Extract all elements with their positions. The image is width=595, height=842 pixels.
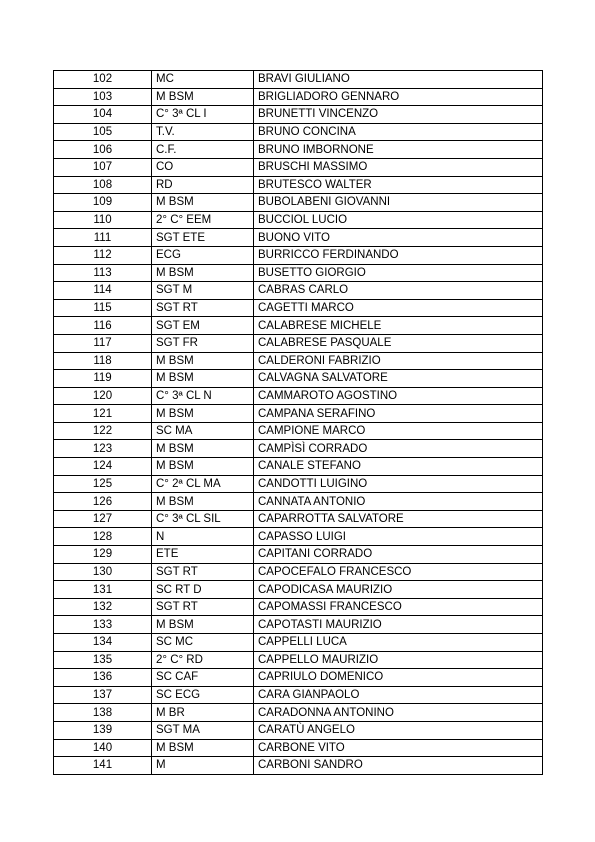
cell-name: BRAVI GIULIANO [254,71,543,89]
roster-table-body [54,71,543,775]
cell-name: BUBOLABENI GIOVANNI [254,194,543,212]
table-row [54,581,543,599]
cell-num: 119 [54,370,152,388]
table-row [54,211,543,229]
cell-rank: M BSM [152,440,254,458]
cell-name: CALVAGNA SALVATORE [254,370,543,388]
table-row [54,616,543,634]
cell-num: 105 [54,123,152,141]
cell-name: CARATÙ ANGELO [254,721,543,739]
table-row [54,370,543,388]
cell-num: 128 [54,528,152,546]
cell-rank: M BSM [152,352,254,370]
cell-rank: M BSM [152,405,254,423]
cell-num: 117 [54,334,152,352]
cell-name: CAPODICASA MAURIZIO [254,581,543,599]
cell-num: 121 [54,405,152,423]
table-row [54,387,543,405]
cell-num: 141 [54,757,152,775]
table-row [54,757,543,775]
table-row [54,141,543,159]
cell-rank: SGT ETE [152,229,254,247]
table-row [54,106,543,124]
cell-rank: C° 3ª CL N [152,387,254,405]
cell-rank: N [152,528,254,546]
cell-rank: 2° C° RD [152,651,254,669]
cell-rank: M BSM [152,194,254,212]
cell-num: 114 [54,282,152,300]
table-row [54,651,543,669]
cell-num: 129 [54,546,152,564]
table-row [54,686,543,704]
cell-rank: C° 3ª CL SIL [152,510,254,528]
cell-num: 122 [54,422,152,440]
table-row [54,563,543,581]
cell-num: 138 [54,704,152,722]
cell-name: CARA GIANPAOLO [254,686,543,704]
cell-rank: CO [152,158,254,176]
cell-name: CAPRIULO DOMENICO [254,669,543,687]
cell-name: CAPITANI CORRADO [254,546,543,564]
cell-rank: C.F. [152,141,254,159]
cell-name: CANNATA ANTONIO [254,493,543,511]
table-row [54,194,543,212]
cell-num: 109 [54,194,152,212]
table-row [54,634,543,652]
cell-name: BRUNO CONCINA [254,123,543,141]
cell-rank: SGT M [152,282,254,300]
cell-rank: RD [152,176,254,194]
cell-num: 137 [54,686,152,704]
cell-rank: M BR [152,704,254,722]
cell-name: BRUSCHI MASSIMO [254,158,543,176]
cell-rank: M BSM [152,370,254,388]
cell-rank: M BSM [152,616,254,634]
cell-rank: M [152,757,254,775]
cell-name: BUCCIOL LUCIO [254,211,543,229]
cell-num: 130 [54,563,152,581]
cell-num: 113 [54,264,152,282]
cell-num: 107 [54,158,152,176]
cell-num: 136 [54,669,152,687]
cell-num: 108 [54,176,152,194]
cell-num: 140 [54,739,152,757]
cell-name: CAPOCEFALO FRANCESCO [254,563,543,581]
cell-name: BRUNO IMBORNONE [254,141,543,159]
table-row [54,739,543,757]
cell-rank: SC RT D [152,581,254,599]
cell-num: 127 [54,510,152,528]
cell-name: CAMMAROTO AGOSTINO [254,387,543,405]
cell-name: CARBONE VITO [254,739,543,757]
table-row [54,282,543,300]
cell-rank: T.V. [152,123,254,141]
cell-num: 123 [54,440,152,458]
cell-name: CARADONNA ANTONINO [254,704,543,722]
cell-rank: C° 2ª CL MA [152,475,254,493]
cell-rank: ETE [152,546,254,564]
cell-name: BRIGLIADORO GENNARO [254,88,543,106]
cell-name: CAPARROTTA SALVATORE [254,510,543,528]
cell-name: CAPASSO LUIGI [254,528,543,546]
table-row [54,352,543,370]
cell-num: 103 [54,88,152,106]
table-row [54,229,543,247]
table-row [54,458,543,476]
cell-rank: SC ECG [152,686,254,704]
cell-num: 120 [54,387,152,405]
cell-rank: M BSM [152,493,254,511]
cell-name: CALDERONI FABRIZIO [254,352,543,370]
cell-num: 111 [54,229,152,247]
cell-rank: M BSM [152,88,254,106]
cell-num: 135 [54,651,152,669]
table-row [54,405,543,423]
cell-name: CARBONI SANDRO [254,757,543,775]
cell-num: 106 [54,141,152,159]
cell-name: CAPOTASTI MAURIZIO [254,616,543,634]
cell-name: BUSETTO GIORGIO [254,264,543,282]
cell-rank: SGT EM [152,317,254,335]
cell-rank: 2° C° EEM [152,211,254,229]
table-row [54,598,543,616]
cell-name: CANALE STEFANO [254,458,543,476]
cell-num: 134 [54,634,152,652]
cell-rank: SC MC [152,634,254,652]
cell-name: CAMPANA SERAFINO [254,405,543,423]
cell-num: 133 [54,616,152,634]
cell-num: 112 [54,246,152,264]
table-row [54,88,543,106]
cell-name: CAPPELLO MAURIZIO [254,651,543,669]
cell-num: 110 [54,211,152,229]
table-row [54,440,543,458]
cell-rank: SGT MA [152,721,254,739]
table-row [54,510,543,528]
cell-rank: M BSM [152,739,254,757]
table-row [54,158,543,176]
cell-rank: M BSM [152,264,254,282]
table-row [54,528,543,546]
cell-name: CAMPIONE MARCO [254,422,543,440]
cell-num: 104 [54,106,152,124]
cell-num: 115 [54,299,152,317]
cell-rank: SGT RT [152,563,254,581]
cell-name: BRUNETTI VINCENZO [254,106,543,124]
cell-name: BRUTESCO WALTER [254,176,543,194]
table-row [54,123,543,141]
cell-num: 131 [54,581,152,599]
table-row [54,317,543,335]
cell-name: BURRICCO FERDINANDO [254,246,543,264]
cell-rank: SC CAF [152,669,254,687]
cell-name: CABRAS CARLO [254,282,543,300]
cell-name: CANDOTTI LUIGINO [254,475,543,493]
table-row [54,246,543,264]
cell-rank: SGT RT [152,299,254,317]
cell-name: CAPOMASSI FRANCESCO [254,598,543,616]
table-row [54,334,543,352]
table-row [54,176,543,194]
table-row [54,704,543,722]
table-row [54,493,543,511]
table-row [54,422,543,440]
cell-num: 124 [54,458,152,476]
roster-table [53,70,543,775]
cell-num: 118 [54,352,152,370]
table-row [54,546,543,564]
cell-name: CAPPELLI LUCA [254,634,543,652]
cell-name: BUONO VITO [254,229,543,247]
cell-rank: SGT FR [152,334,254,352]
cell-rank: ECG [152,246,254,264]
cell-name: CAGETTI MARCO [254,299,543,317]
cell-name: CAMPÌSÌ CORRADO [254,440,543,458]
cell-rank: MC [152,71,254,89]
cell-num: 116 [54,317,152,335]
cell-num: 139 [54,721,152,739]
cell-rank: SGT RT [152,598,254,616]
cell-name: CALABRESE PASQUALE [254,334,543,352]
table-row [54,299,543,317]
cell-rank: M BSM [152,458,254,476]
table-row [54,721,543,739]
cell-rank: SC MA [152,422,254,440]
cell-num: 126 [54,493,152,511]
table-row [54,669,543,687]
cell-num: 132 [54,598,152,616]
table-row [54,264,543,282]
cell-rank: C° 3ª CL I [152,106,254,124]
cell-num: 102 [54,71,152,89]
table-row [54,475,543,493]
cell-num: 125 [54,475,152,493]
table-row [54,71,543,89]
cell-name: CALABRESE MICHELE [254,317,543,335]
